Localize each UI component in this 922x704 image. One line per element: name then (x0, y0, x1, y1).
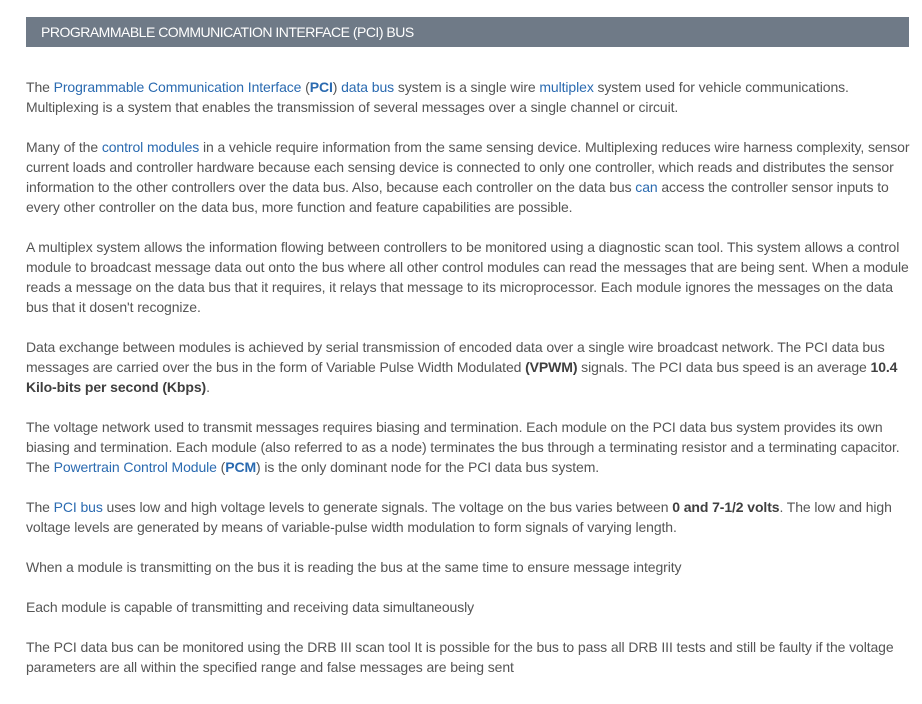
link-pci-bus[interactable]: PCI bus (53, 499, 103, 515)
link-control-modules[interactable]: control modules (101, 139, 200, 155)
text-span: system is a single wire (394, 79, 540, 95)
text-span: ) is the only dominant node for the PCI data bus system. (256, 459, 600, 475)
text-span: ( (216, 459, 226, 475)
article-body (26, 77, 916, 697)
text-span: . The low and high voltage levels are generated by means of variable-pulse width modulation to form signals of varying length. (26, 499, 892, 535)
text-span: access the controller sensor inputs to every other controller on the data bus, more function and feature capabilities are possible. (26, 179, 889, 215)
text-span: The (26, 79, 54, 95)
text-span: ( (301, 79, 310, 95)
abbr-pcm: PCM (225, 459, 257, 475)
paragraph-message-integrity: When a module is transmitting on the bus it is reading the bus at the same time to ensure message integrity (26, 559, 682, 575)
text-span: ) (332, 79, 342, 95)
text-span: The voltage network used to transmit messages requires biasing and termination. Each module on the PCI data bus system provides its own biasing and termination. Each module (also referred to as a node) terminates the bus through a terminating resistor and a terminating capacitor. The (26, 419, 900, 475)
link-multiplex[interactable]: multiplex (539, 79, 594, 95)
paragraph-voltage-levels (26, 497, 916, 537)
section-title: PROGRAMMABLE COMMUNICATION INTERFACE (PCI) BUS (41, 24, 414, 40)
text-span: Many of the (26, 139, 102, 155)
text-span: The (26, 499, 54, 515)
text-span: Data exchange between modules is achieved by serial transmission of encoded data over a single wire broadcast network. The PCI data bus messages are carried over the bus in the form of Variable Pulse Width Modulated (26, 339, 885, 375)
bold-voltage-range: 0 and 7-1/2 volts (672, 499, 780, 515)
bold-vpwm: (VPWM) (525, 359, 578, 375)
paragraph-data-exchange (26, 337, 916, 397)
text-span: uses low and high voltage levels to generate signals. The voltage on the bus varies between (102, 499, 673, 515)
paragraph-simultaneous: Each module is capable of transmitting and receiving data simultaneously (26, 599, 475, 615)
text-span: system used for vehicle communications. Multiplexing is a system that enables the transmission of several messages over a single channel or circuit. (26, 79, 849, 115)
abbr-pci: PCI (309, 79, 333, 95)
paragraph-control-modules (26, 137, 916, 217)
paragraph-pci-intro (26, 77, 916, 117)
paragraph-drb-monitoring: The PCI data bus can be monitored using the DRB III scan tool It is possible for the bus to pass all DRB III tests and still be faulty if the voltage parameters are all within the specified range and false messages are being sent (26, 639, 894, 675)
link-data-bus[interactable]: data bus (341, 79, 395, 95)
paragraph-voltage-network (26, 417, 916, 477)
text-span: signals. The PCI data bus speed is an average (577, 359, 871, 375)
link-powertrain-control-module[interactable]: Powertrain Control Module (53, 459, 217, 475)
section-header (26, 17, 909, 47)
text-span: . (206, 379, 210, 395)
bold-bus-speed: 10.4 Kilo-bits per second (Kbps) (26, 359, 898, 395)
paragraph-multiplex-system: A multiplex system allows the information flowing between controllers to be monitored using a diagnostic scan tool. This system allows a control module to broadcast message data out onto the bus where all other control modules can read the messages that are being sent. When a module reads a message on the data bus that it requires, it relays that message to its microprocessor. Each module ignores the messages on the data bus that it dosen't recognize. (26, 239, 909, 315)
link-programmable-communication-interface[interactable]: Programmable Communication Interface (53, 79, 302, 95)
text-span: in a vehicle require information from the same sensing device. Multiplexing reduces wire harness complexity, sensor current loads and controller hardware because each sensing device is connected to only one controller, which reads and distributes the sensor information to the other controllers over the data bus. Also, because each controller on the data bus (26, 139, 910, 195)
link-can[interactable]: can (635, 179, 658, 195)
